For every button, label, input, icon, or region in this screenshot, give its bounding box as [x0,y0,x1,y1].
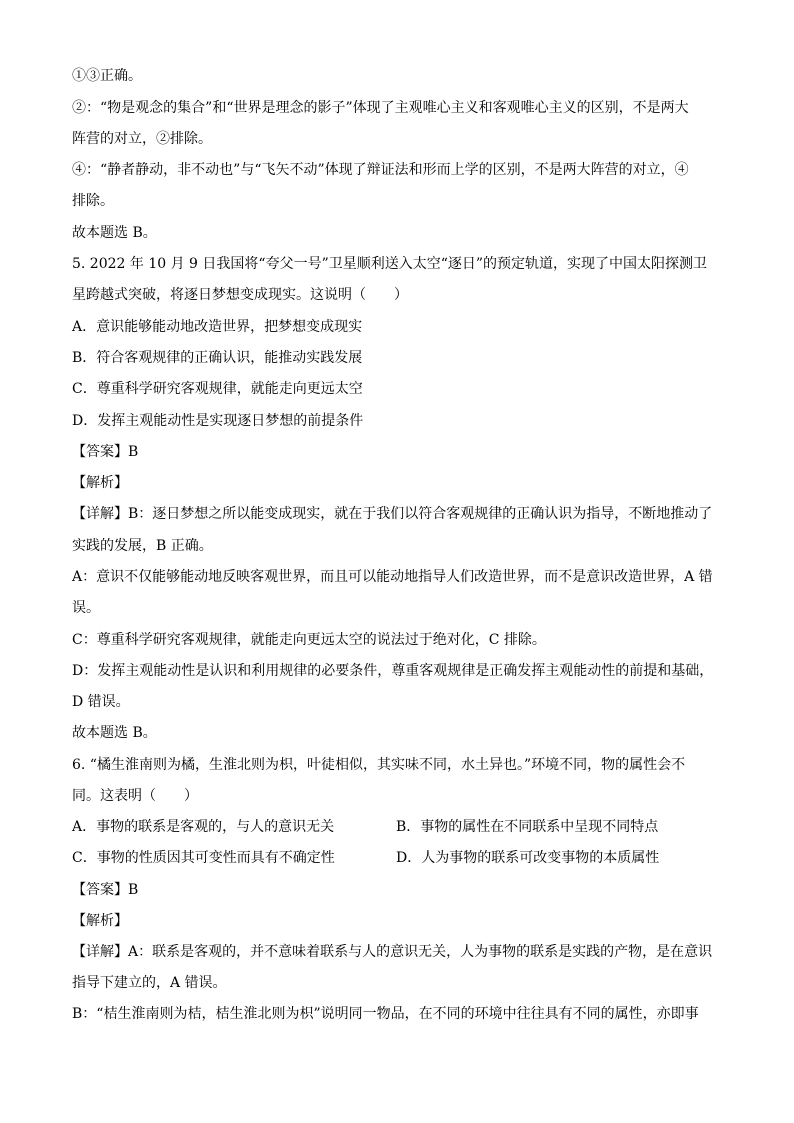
question-text: 6. “橘生淮南则为橘，生淮北则为枳，叶徒相似，其实味不同，水土异也。”环境不同，物的属性会不 [72,757,686,773]
option-c: C．尊重科学研究客观规律，就能走向更远太空 [72,381,363,397]
text-line: 【详解】A：联系是客观的，并不意味着联系与人的意识无关，人为事物的联系是实践的产物，是在意识 [72,944,713,960]
option-a: A．事物的联系是客观的，与人的意识无关 [72,819,335,835]
question-text: 星跨越式突破，将逐日梦想变成现实。这说明（ ） [72,287,408,303]
text-line: 故本题选 B。 [72,225,157,241]
option-c: C．事物的性质因其可变性而具有不确定性 [72,850,335,866]
text-line: 故本题选 B。 [72,725,157,741]
answer-label: 【答案】B [72,882,139,898]
text-line: C：尊重科学研究客观规律，就能走向更远太空的说法过于绝对化，C 排除。 [72,632,546,648]
question-text: 同。这表明（ ） [72,788,198,804]
option-b: B．符合客观规律的正确认识，能推动实践发展 [72,350,363,366]
option-a: A．意识能够能动地改造世界，把梦想变成现实 [72,319,363,335]
option-b: B．事物的属性在不同联系中呈现不同特点 [396,819,659,835]
text-line: 阵营的对立，②排除。 [72,131,212,147]
text-line: 排除。 [72,193,114,209]
text-line: 误。 [72,600,100,616]
text-line: 【详解】B：逐日梦想之所以能变成现实，就在于我们以符合客观规律的正确认识为指导，不断地推动了 [72,506,713,522]
option-d: D．发挥主观能动性是实现逐日梦想的前提条件 [72,413,364,429]
text-line: ④：“静者静动，非不动也”与“飞矢不动”体现了辩证法和形而上学的区别，不是两大阵营的对立，④ [72,162,689,178]
text-line: 指导下建立的，A 错误。 [72,975,227,991]
text-line: B：“桔生淮南则为桔，桔生淮北则为枳”说明同一物品，在不同的环境中往往具有不同的属性，亦即事 [72,1006,699,1022]
text-line: A：意识不仅能够能动地反映客观世界，而且可以能动地指导人们改造世界，而不是意识改造世界，A 错 [72,569,713,585]
answer-label: 【答案】B [72,444,139,460]
text-line: D：发挥主观能动性是认识和利用规律的必要条件，尊重客观规律是正确发挥主观能动性的前提和基础， [72,663,714,679]
analysis-label: 【解析】 [72,475,128,491]
text-line: ②：“物是观念的集合”和“世界是理念的影子”体现了主观唯心主义和客观唯心主义的区别，不是两大 [72,100,689,116]
analysis-label: 【解析】 [72,913,128,929]
option-d: D．人为事物的联系可改变事物的本质属性 [396,850,660,866]
text-line: ①③正确。 [72,68,142,84]
text-line: 实践的发展，B 正确。 [72,538,213,554]
question-text: 5. 2022 年 10 月 9 日我国将“夸父一号”卫星顺利送入太空“逐日”的预定轨道，实现了中国太阳探测卫 [72,256,708,272]
text-line: D 错误。 [72,694,130,710]
